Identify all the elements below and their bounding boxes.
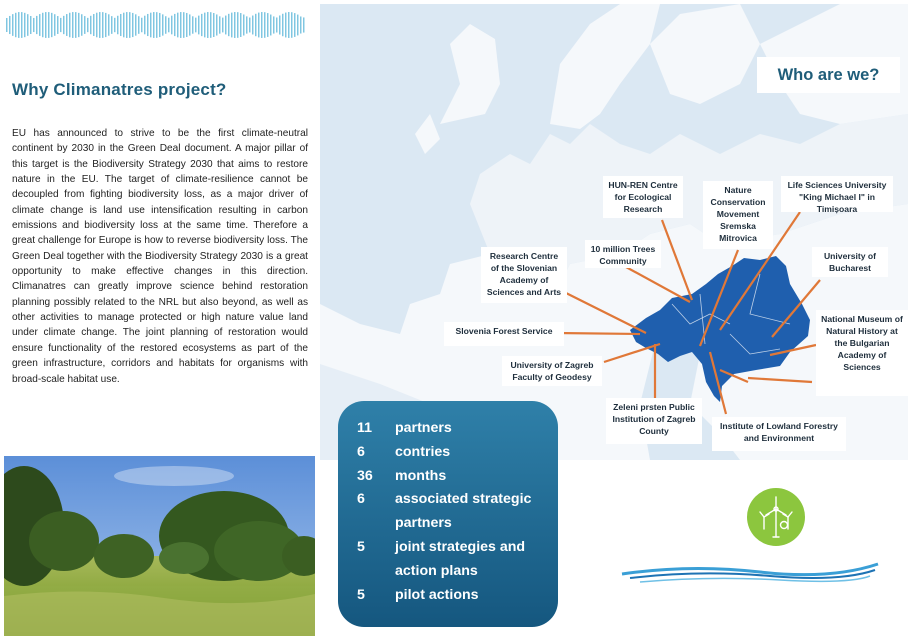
- decorative-wave-pattern-icon: [6, 6, 306, 44]
- stat-pilot-actions: [357, 584, 558, 608]
- partner-label-zagreb-geodesy: University of Zagreb Faculty of Geodesy: [502, 356, 602, 386]
- partner-label-university-bucharest: University of Bucharest: [812, 247, 888, 277]
- stat-text: pilot actions: [395, 586, 479, 603]
- water-wave-icon: [620, 556, 880, 586]
- stat-text: months: [395, 467, 447, 484]
- partner-label-bulgarian-museum: National Museum of Natural History at the Bulgarian Academy of Sciences: [816, 310, 908, 396]
- stat-text: contries: [395, 443, 451, 460]
- partner-label-10-million-trees: 10 million Trees Community: [585, 240, 661, 268]
- partner-label-slovenia-forest-service: Slovenia Forest Service: [444, 322, 564, 346]
- partner-label-timisoara: Life Sciences University "King Michael I" in Timișoara: [781, 176, 893, 212]
- page-title: Why Climanatres project?: [12, 80, 227, 99]
- stat-number: 5: [357, 538, 365, 555]
- wind-turbine-sun-icon: [746, 487, 806, 547]
- partner-label-sremska-mitrovica: Nature Conservation Movement Sremska Mitrovica: [703, 181, 773, 249]
- stat-number: 6: [357, 491, 365, 508]
- stat-number: 6: [357, 443, 365, 460]
- stat-number: 11: [357, 420, 372, 436]
- partner-label-zeleni-prsten: Zeleni prsten Public Institution of Zagreb County: [606, 398, 702, 444]
- partner-label-hun-ren: HUN-REN Centre for Ecological Research: [603, 176, 683, 218]
- stat-number: 36: [357, 467, 373, 484]
- partner-label-slovenian-academy: Research Centre of the Slovenian Academy of Sciences and Arts: [481, 247, 567, 303]
- stat-number: 5: [357, 586, 365, 603]
- stat-joint-strategies: [357, 536, 558, 584]
- stat-text: associated strategic partners: [395, 491, 532, 532]
- meadow-photo: [4, 456, 315, 636]
- stat-text: joint strategies and action plans: [395, 538, 526, 579]
- who-are-we-heading: Who are we?: [757, 57, 900, 93]
- stat-text: partners: [395, 420, 452, 436]
- partner-label-lowland-forestry: Institute of Lowland Forestry and Environment: [712, 417, 846, 451]
- stat-associated-partners: [357, 488, 558, 536]
- intro-paragraph: EU has announced to strive to be the first climate-neutral continent by 2030 in the Green Deal document. A major pillar of this target is the Biodiversity Strategy 2030 that aims to restore nature in the EU. The target of climate-resilience cannot be decoupled from fighting biodiversity loss, as a major driver of climate change is land use intensification resulting in carbon emissions and biodiversity loss at the same time. Therefore a great challenge for Europe is how to reverse biodiversity loss. The Green Deal together with the Biodiversity Strategy 2030 is a great opportunity to make effective changes in this direction. Climanatres can greatly improve science behind restoration planning possibly related to the NRL but also beyond, as well as other activities to manage protected or high nature value land under climate change. The joint planning of restoration would ensure functionality of the restored ecosystems as part of the green infrastructure, corridors and habitats for organisms with broad-scale habitat use.: [12, 128, 308, 385]
- stat-months: [357, 465, 558, 489]
- stat-countries: [357, 441, 558, 465]
- stat-partners: [357, 417, 558, 441]
- left-panel: [0, 0, 318, 643]
- project-stats-box: [338, 401, 558, 627]
